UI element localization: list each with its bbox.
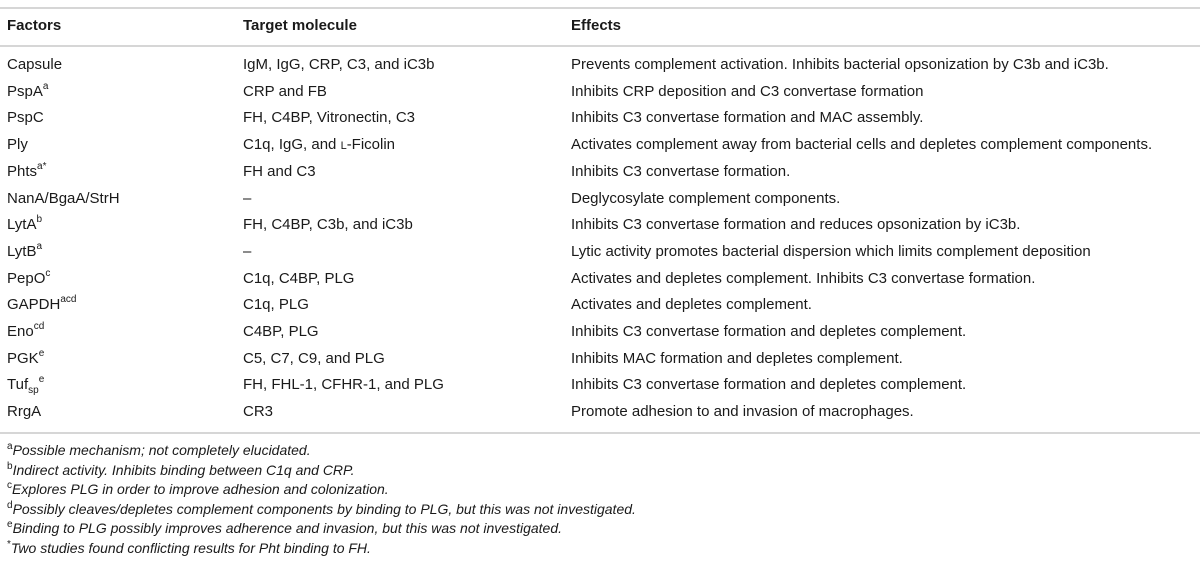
target-text: CR3 bbox=[243, 403, 274, 421]
factor-subscript: sp bbox=[28, 385, 39, 397]
cell-effects: Inhibits C3 convertase formation. bbox=[571, 162, 791, 180]
footnote-text: Two studies found conflicting results for Pht binding to FH. bbox=[10, 539, 371, 556]
cell-target-molecule bbox=[243, 186, 251, 212]
factor-name: GAPDH bbox=[7, 296, 61, 314]
footnote-mark: c bbox=[7, 480, 12, 492]
target-text: IgM, IgG, CRP, C3, and iC3b bbox=[243, 56, 435, 73]
cell-factor bbox=[7, 399, 41, 425]
cell-factor bbox=[7, 105, 44, 131]
cell-target-molecule bbox=[243, 159, 316, 185]
cell-target-molecule bbox=[243, 372, 444, 398]
cell-target-molecule bbox=[243, 132, 395, 158]
footnote-text: Binding to PLG possibly improves adherence and invasion, but this was not investigated. bbox=[12, 520, 562, 536]
cell-effects: Prevents complement activation. Inhibits bacterial opsonization by C3b and iC3b. bbox=[571, 56, 1109, 73]
cell-factor bbox=[7, 346, 44, 372]
factor-name: PspC bbox=[7, 109, 44, 127]
cell-factor bbox=[7, 372, 44, 398]
cell-target-molecule bbox=[243, 79, 327, 105]
cell-factor bbox=[7, 79, 48, 105]
target-text: C4BP, PLG bbox=[243, 323, 319, 340]
cell-factor bbox=[7, 132, 28, 158]
cell-factor bbox=[7, 186, 120, 212]
header-effects: Effects bbox=[571, 17, 622, 34]
factor-footnote-mark: a bbox=[42, 80, 49, 92]
cell-factor bbox=[7, 239, 42, 265]
target-text: C1q, PLG bbox=[243, 296, 309, 314]
cell-effects: Inhibits C3 convertase formation and MAC assembly. bbox=[571, 109, 924, 127]
table-header-row bbox=[0, 13, 1200, 39]
cell-effects: Promote adhesion to and invasion of macrophages. bbox=[571, 403, 914, 421]
cell-target-molecule bbox=[243, 292, 309, 318]
footnote bbox=[7, 441, 1197, 461]
cell-factor bbox=[7, 266, 50, 292]
factor-name: RrgA bbox=[7, 403, 42, 421]
target-text: – bbox=[243, 189, 252, 207]
cell-target-molecule bbox=[243, 212, 413, 238]
cell-effects: Inhibits C3 convertase formation and reduces opsonization by iC3b. bbox=[571, 216, 1021, 234]
cell-effects: Inhibits C3 convertase formation and depletes complement. bbox=[571, 376, 967, 394]
cell-target-molecule bbox=[243, 239, 251, 265]
footnote-mark: * bbox=[7, 538, 11, 550]
cell-target-molecule bbox=[243, 319, 319, 345]
footnote bbox=[7, 480, 1197, 500]
footnote bbox=[7, 461, 1197, 481]
target-text: – bbox=[243, 242, 252, 260]
cell-target-molecule bbox=[243, 52, 434, 78]
cell-effects: Inhibits C3 convertase formation and depletes complement. bbox=[571, 323, 967, 340]
table-row bbox=[0, 186, 1200, 212]
cell-target-molecule bbox=[243, 399, 273, 425]
cell-target-molecule bbox=[243, 266, 354, 292]
footnote-mark: d bbox=[7, 499, 13, 511]
target-text: FH, FHL-1, CFHR-1, and PLG bbox=[243, 376, 444, 394]
cell-effects: Activates complement away from bacterial cells and depletes complement components. bbox=[571, 136, 1153, 154]
target-text: C1q, C4BP, PLG bbox=[243, 269, 355, 287]
table-row bbox=[0, 399, 1200, 425]
factor-name: PspA bbox=[7, 82, 43, 100]
footnote-text: Possibly cleaves/depletes complement components by binding to PLG, but this was not investigated. bbox=[12, 500, 636, 517]
cell-effects: Lytic activity promotes bacterial dispersion which limits complement deposition bbox=[571, 242, 1091, 260]
cell-factor bbox=[7, 212, 42, 238]
footnote-mark: e bbox=[7, 519, 13, 531]
factor-name: PepO bbox=[7, 269, 46, 287]
target-text: C1q, IgG, and bbox=[243, 136, 341, 154]
factor-name: LytB bbox=[7, 242, 37, 260]
table-top-rule bbox=[0, 7, 1200, 9]
target-text: CRP and FB bbox=[243, 82, 327, 100]
cell-target-molecule bbox=[243, 105, 415, 131]
cell-factor bbox=[7, 159, 46, 185]
table-row bbox=[0, 372, 1200, 398]
footnote-text: Possible mechanism; not completely elucidated. bbox=[12, 442, 311, 458]
footnote-text: Indirect activity. Inhibits binding between C1q and CRP. bbox=[12, 461, 355, 478]
table-header-rule bbox=[0, 45, 1200, 47]
table-footnotes bbox=[7, 441, 1197, 558]
table-row bbox=[0, 132, 1200, 158]
table-row bbox=[0, 319, 1200, 345]
footnote-mark: b bbox=[7, 460, 13, 472]
cell-factor bbox=[7, 292, 76, 318]
factor-name: Tuf bbox=[7, 376, 29, 394]
footnote bbox=[7, 500, 1197, 520]
factor-footnote-mark: acd bbox=[60, 294, 77, 306]
cell-effects: Inhibits MAC formation and depletes complement. bbox=[571, 349, 903, 367]
factor-name: NanA/BgaA/StrH bbox=[7, 189, 120, 207]
cell-effects: Inhibits CRP deposition and C3 convertase formation bbox=[571, 82, 924, 100]
header-factors: Factors bbox=[7, 17, 62, 34]
table-row bbox=[0, 212, 1200, 238]
cell-effects: Activates and depletes complement. bbox=[571, 296, 812, 314]
target-text-tail: -Ficolin bbox=[346, 136, 396, 154]
target-text: FH, C4BP, Vitronectin, C3 bbox=[243, 109, 416, 127]
footnote bbox=[7, 519, 1197, 539]
target-text: FH and C3 bbox=[243, 162, 316, 180]
header-target-molecule: Target molecule bbox=[243, 17, 357, 34]
factor-footnote-mark: a bbox=[36, 240, 43, 252]
factor-name: LytA bbox=[7, 216, 37, 234]
table-row bbox=[0, 266, 1200, 292]
target-small-caps: l bbox=[340, 136, 347, 154]
factor-footnote-mark: e bbox=[38, 374, 45, 386]
factor-footnote-mark: cd bbox=[33, 321, 45, 332]
table-row bbox=[0, 79, 1200, 105]
factor-name: Ply bbox=[7, 136, 28, 154]
factor-name: Capsule bbox=[7, 56, 63, 73]
table-row bbox=[0, 159, 1200, 185]
target-text: C5, C7, C9, and PLG bbox=[243, 349, 385, 367]
footnote bbox=[7, 539, 1197, 559]
cell-effects: Deglycosylate complement components. bbox=[571, 189, 841, 207]
factor-name: Eno bbox=[7, 323, 34, 340]
cell-factor bbox=[7, 52, 62, 78]
factor-footnote-mark: a* bbox=[37, 160, 47, 172]
footnote-mark: a bbox=[7, 441, 13, 453]
cell-factor bbox=[7, 319, 44, 345]
factor-footnote-mark: b bbox=[36, 214, 43, 226]
target-text: FH, C4BP, C3b, and iC3b bbox=[243, 216, 413, 234]
factor-name: Phts bbox=[7, 162, 38, 180]
table-row bbox=[0, 346, 1200, 372]
cell-target-molecule bbox=[243, 346, 385, 372]
footnote-text: Explores PLG in order to improve adhesion and colonization. bbox=[12, 481, 389, 497]
cell-effects: Activates and depletes complement. Inhibits C3 convertase formation. bbox=[571, 269, 1036, 287]
table-bottom-rule bbox=[0, 432, 1200, 434]
table-row bbox=[0, 239, 1200, 265]
factor-footnote-mark: c bbox=[45, 267, 51, 279]
table-row bbox=[0, 105, 1200, 131]
table-row bbox=[0, 292, 1200, 318]
factor-name: PGK bbox=[7, 349, 39, 367]
factor-footnote-mark: e bbox=[38, 347, 45, 359]
table-row bbox=[0, 52, 1200, 78]
